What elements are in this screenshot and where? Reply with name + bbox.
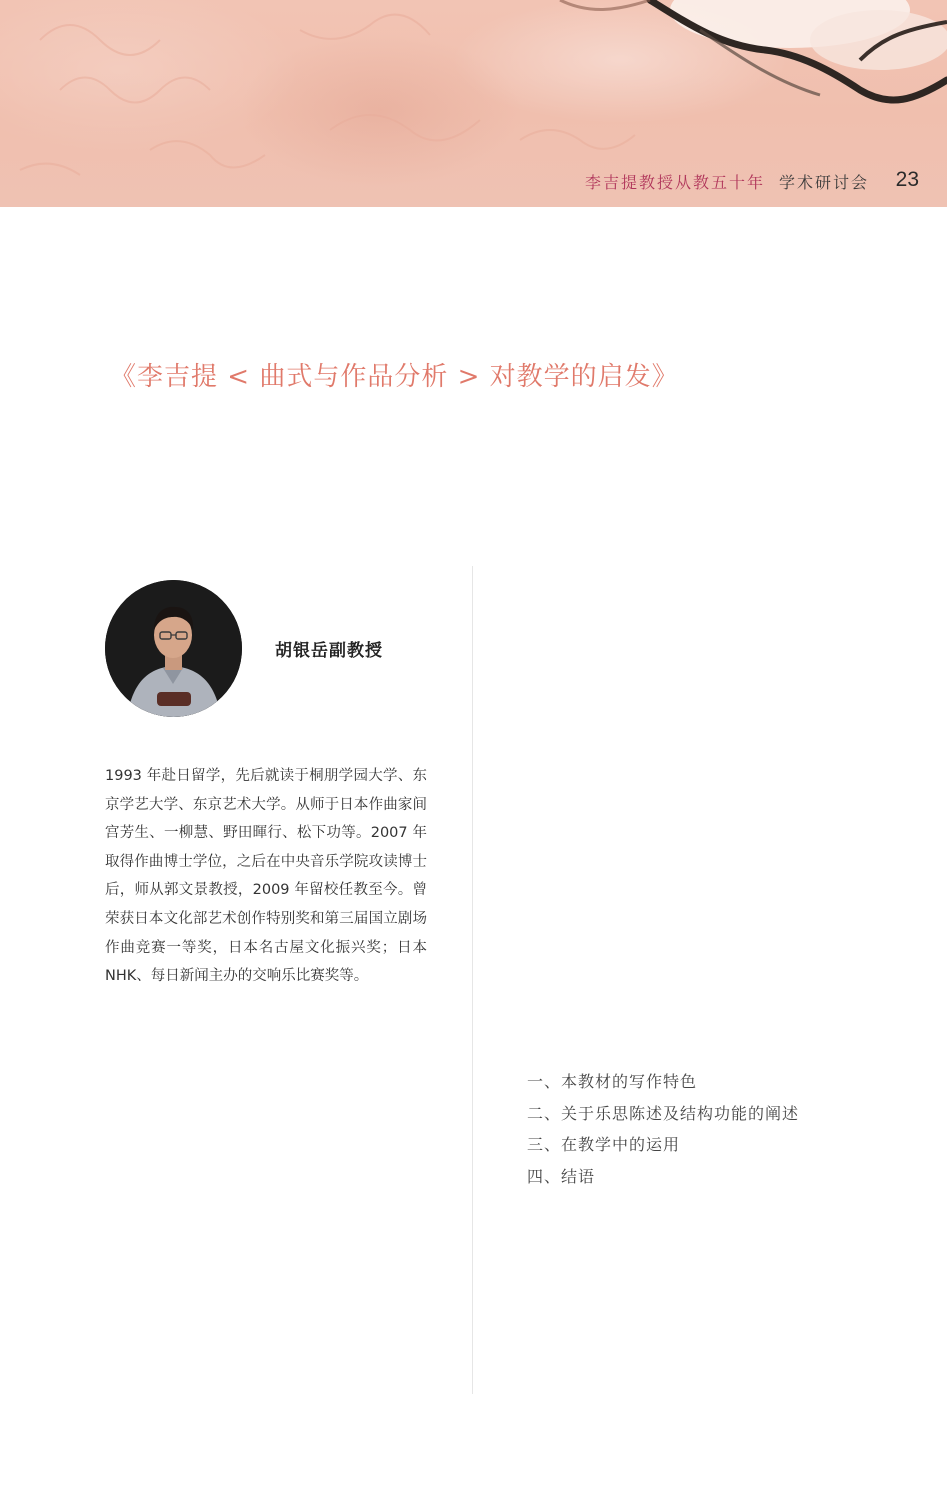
author-portrait <box>105 580 242 717</box>
page-number: 23 <box>895 168 919 191</box>
toc-item: 二、关于乐思陈述及结构功能的阐述 <box>527 1103 800 1123</box>
toc-item: 一、本教材的写作特色 <box>527 1072 698 1091</box>
caption-event: 李吉提教授从教五十年 <box>584 173 765 192</box>
caption-symposium: 学术研讨会 <box>778 173 869 192</box>
article-title: 《李吉提 < 曲式与作品分析 > 对教学的启发》 <box>110 362 679 392</box>
toc-item: 四、结语 <box>527 1166 596 1186</box>
author-name: 胡银岳副教授 <box>275 641 383 661</box>
header-banner <box>0 0 947 207</box>
author-bio: 1993 年赴日留学，先后就读于桐朋学园大学、东京学艺大学、东京艺术大学。从师于日本作曲家间宫芳生、一柳慧、野田暉行、松下功等。2007 年取得作曲博士学位，之后在中央音乐学院攻读博士后，师从郭文景教授，2009 年留校任教至今。曾荣获日本文化部艺术创作特别奖和第三届国立剧场作曲竞赛一等奖，日本名古屋文化振兴奖；日本 NHK、每日新闻主办的交响乐比赛奖等。 <box>105 768 427 985</box>
header-caption <box>585 170 869 193</box>
author-avatar <box>105 580 242 717</box>
toc-item: 三、在教学中的运用 <box>527 1135 681 1154</box>
column-divider <box>472 566 473 1394</box>
table-of-contents <box>527 1068 799 1194</box>
